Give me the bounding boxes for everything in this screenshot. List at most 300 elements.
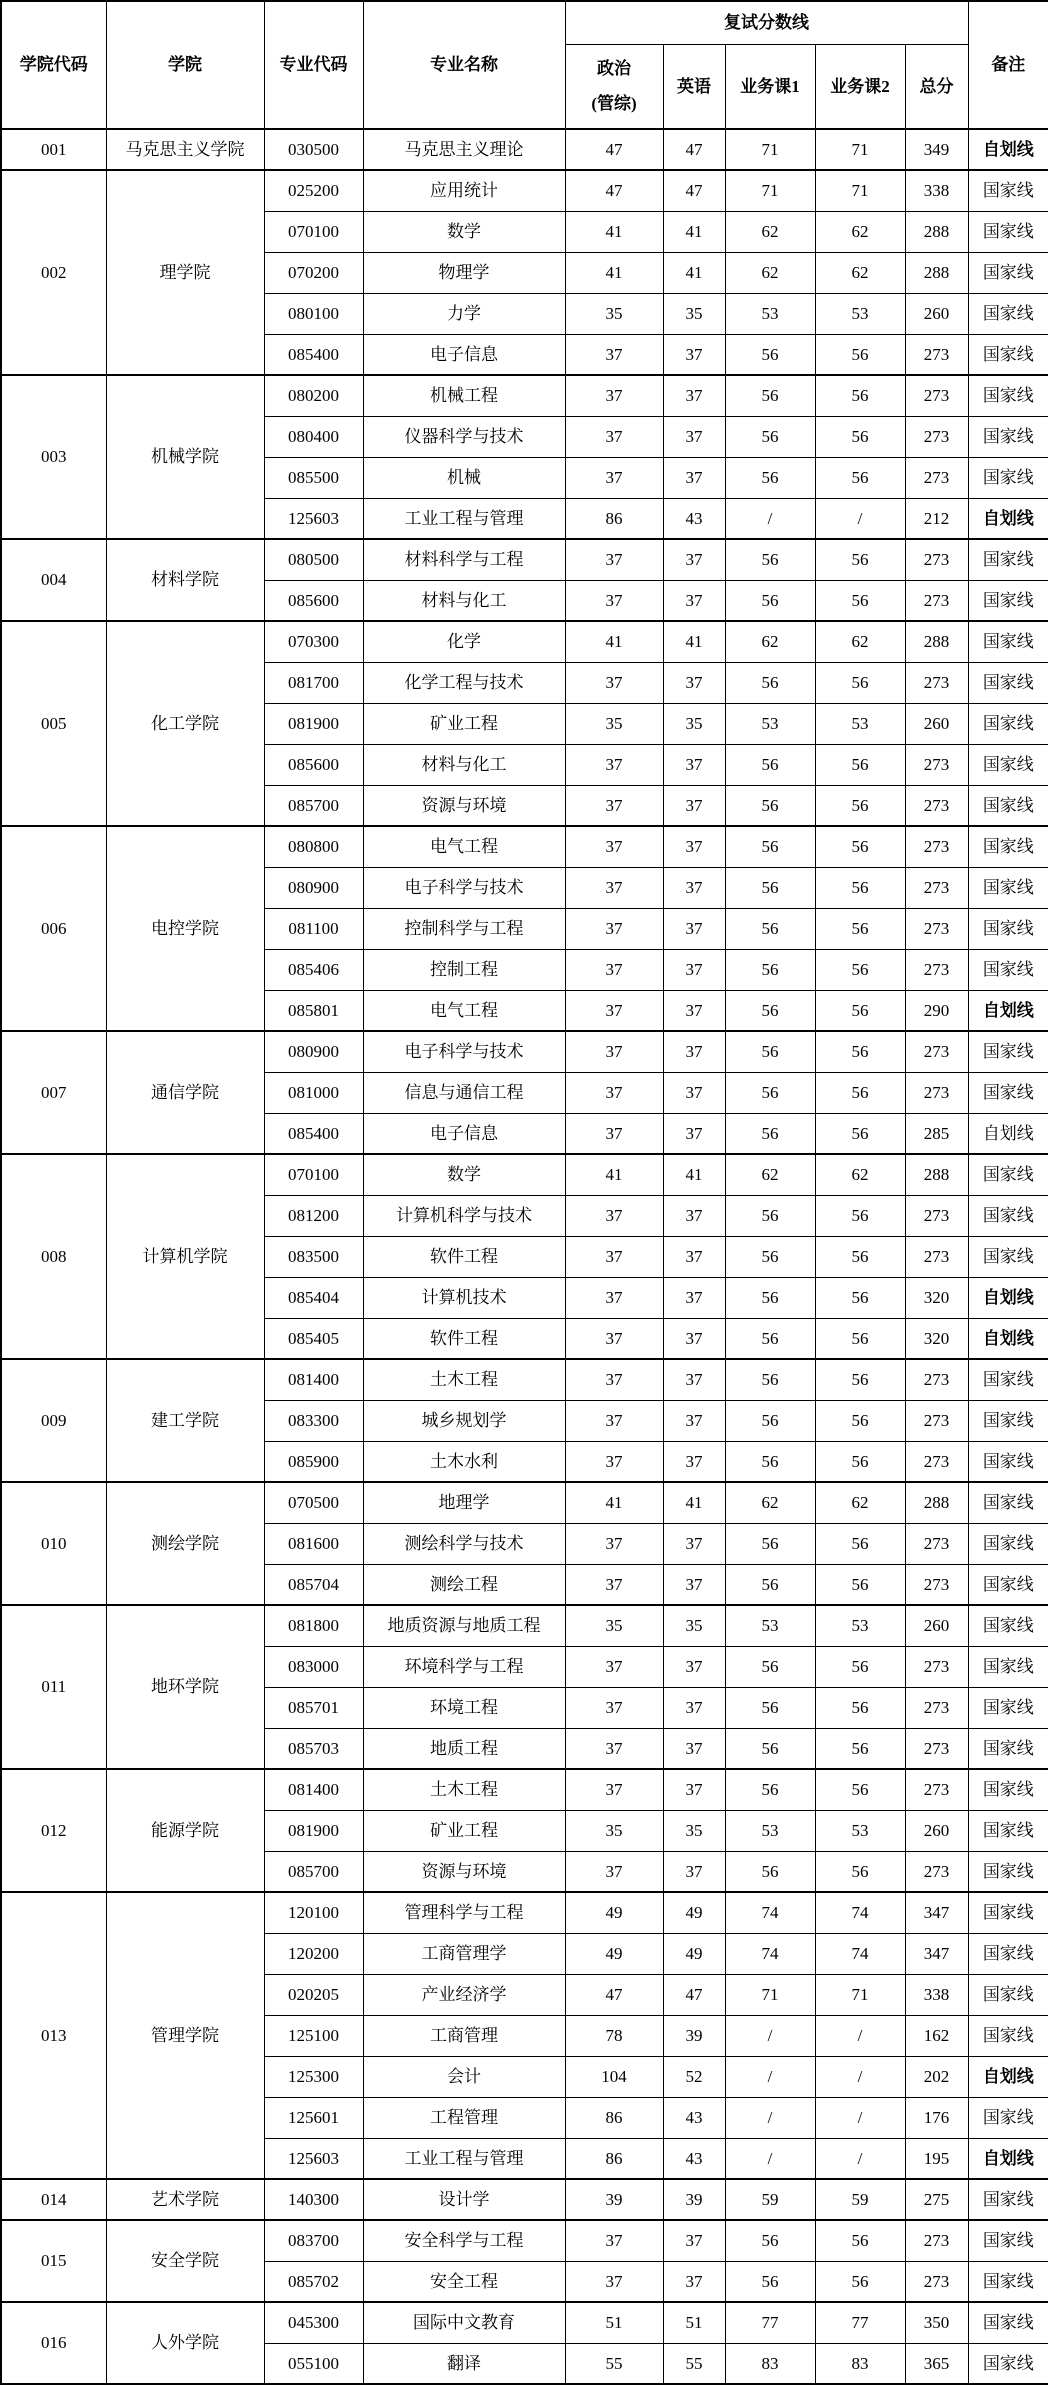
english-cell: 37	[663, 1277, 725, 1318]
total-cell: 320	[905, 1318, 968, 1359]
major-name-cell: 测绘科学与技术	[363, 1523, 565, 1564]
remark-cell: 国家线	[968, 662, 1048, 703]
remark-cell: 自划线	[968, 2056, 1048, 2097]
college-name-cell: 能源学院	[106, 1769, 264, 1892]
remark-cell: 国家线	[968, 1482, 1048, 1523]
major-name-cell: 产业经济学	[363, 1974, 565, 2015]
major-name-cell: 测绘工程	[363, 1564, 565, 1605]
major-name-cell: 机械工程	[363, 375, 565, 416]
college-name-cell: 化工学院	[106, 621, 264, 826]
course1-cell: 56	[725, 826, 815, 867]
major-code-cell: 085702	[264, 2261, 363, 2302]
major-name-cell: 土木工程	[363, 1359, 565, 1400]
remark-cell: 国家线	[968, 2015, 1048, 2056]
major-name-cell: 工商管理	[363, 2015, 565, 2056]
major-code-cell: 030500	[264, 129, 363, 170]
course2-cell: 56	[815, 867, 905, 908]
course1-cell: 56	[725, 2261, 815, 2302]
table-row	[1, 1605, 1048, 1646]
politics-cell: 37	[565, 867, 663, 908]
major-name-cell: 安全工程	[363, 2261, 565, 2302]
college-code-cell: 014	[1, 2179, 106, 2220]
table-row	[1, 1031, 1048, 1072]
remark-cell: 国家线	[968, 1728, 1048, 1769]
course2-cell: 56	[815, 785, 905, 826]
remark-cell: 国家线	[968, 293, 1048, 334]
header-total: 总分	[905, 44, 968, 129]
remark-cell: 国家线	[968, 2343, 1048, 2384]
course2-cell: 59	[815, 2179, 905, 2220]
course1-cell: 71	[725, 1974, 815, 2015]
major-code-cell: 125603	[264, 2138, 363, 2179]
major-name-cell: 数学	[363, 1154, 565, 1195]
major-name-cell: 矿业工程	[363, 703, 565, 744]
total-cell: 288	[905, 1154, 968, 1195]
table-row	[1, 1359, 1048, 1400]
course1-cell: 56	[725, 416, 815, 457]
major-name-cell: 地质资源与地质工程	[363, 1605, 565, 1646]
major-code-cell: 081000	[264, 1072, 363, 1113]
course1-cell: 56	[725, 1277, 815, 1318]
major-code-cell: 125100	[264, 2015, 363, 2056]
english-cell: 37	[663, 1359, 725, 1400]
politics-cell: 37	[565, 1400, 663, 1441]
english-cell: 35	[663, 703, 725, 744]
remark-cell: 国家线	[968, 334, 1048, 375]
course1-cell: 74	[725, 1933, 815, 1974]
major-code-cell: 081100	[264, 908, 363, 949]
remark-cell: 国家线	[968, 1523, 1048, 1564]
table-row	[1, 129, 1048, 170]
major-name-cell: 管理科学与工程	[363, 1892, 565, 1933]
remark-cell: 自划线	[968, 498, 1048, 539]
major-code-cell: 081900	[264, 703, 363, 744]
remark-cell: 国家线	[968, 908, 1048, 949]
course2-cell: 71	[815, 170, 905, 211]
total-cell: 273	[905, 1359, 968, 1400]
total-cell: 349	[905, 129, 968, 170]
major-code-cell: 080200	[264, 375, 363, 416]
remark-cell: 国家线	[968, 1974, 1048, 2015]
remark-cell: 自划线	[968, 1277, 1048, 1318]
course2-cell: 56	[815, 662, 905, 703]
table-row	[1, 826, 1048, 867]
major-code-cell: 083700	[264, 2220, 363, 2261]
major-code-cell: 081400	[264, 1769, 363, 1810]
english-cell: 37	[663, 1318, 725, 1359]
politics-cell: 37	[565, 908, 663, 949]
major-name-cell: 资源与环境	[363, 1851, 565, 1892]
total-cell: 347	[905, 1933, 968, 1974]
total-cell: 273	[905, 1441, 968, 1482]
politics-cell: 104	[565, 2056, 663, 2097]
course2-cell: 53	[815, 1810, 905, 1851]
course2-cell: 56	[815, 2261, 905, 2302]
total-cell: 273	[905, 375, 968, 416]
course1-cell: 62	[725, 1154, 815, 1195]
remark-cell: 国家线	[968, 1236, 1048, 1277]
politics-cell: 37	[565, 1646, 663, 1687]
college-code-cell: 001	[1, 129, 106, 170]
course1-cell: 74	[725, 1892, 815, 1933]
major-code-cell: 125603	[264, 498, 363, 539]
total-cell: 288	[905, 1482, 968, 1523]
major-name-cell: 控制科学与工程	[363, 908, 565, 949]
total-cell: 273	[905, 1564, 968, 1605]
english-cell: 37	[663, 2261, 725, 2302]
politics-cell: 37	[565, 1113, 663, 1154]
major-name-cell: 材料科学与工程	[363, 539, 565, 580]
english-cell: 43	[663, 2097, 725, 2138]
course2-cell: 71	[815, 1974, 905, 2015]
remark-cell: 国家线	[968, 211, 1048, 252]
total-cell: 273	[905, 1523, 968, 1564]
remark-cell: 国家线	[968, 375, 1048, 416]
college-name-cell: 人外学院	[106, 2302, 264, 2384]
english-cell: 41	[663, 1154, 725, 1195]
header-politics-line2: (管综)	[591, 94, 637, 114]
college-name-cell: 管理学院	[106, 1892, 264, 2179]
total-cell: 350	[905, 2302, 968, 2343]
college-code-cell: 002	[1, 170, 106, 375]
major-code-cell: 085703	[264, 1728, 363, 1769]
table-row	[1, 621, 1048, 662]
politics-cell: 37	[565, 1851, 663, 1892]
remark-cell: 国家线	[968, 539, 1048, 580]
total-cell: 273	[905, 1687, 968, 1728]
header-course2: 业务课2	[815, 44, 905, 129]
major-code-cell: 085900	[264, 1441, 363, 1482]
total-cell: 288	[905, 211, 968, 252]
course2-cell: 56	[815, 375, 905, 416]
total-cell: 260	[905, 293, 968, 334]
remark-cell: 国家线	[968, 744, 1048, 785]
total-cell: 288	[905, 252, 968, 293]
course1-cell: 56	[725, 1072, 815, 1113]
course1-cell: 56	[725, 334, 815, 375]
course2-cell: 56	[815, 334, 905, 375]
course1-cell: 62	[725, 252, 815, 293]
course1-cell: 62	[725, 211, 815, 252]
total-cell: 273	[905, 744, 968, 785]
remark-cell: 国家线	[968, 703, 1048, 744]
course2-cell: 56	[815, 1769, 905, 1810]
total-cell: 176	[905, 2097, 968, 2138]
course2-cell: 71	[815, 129, 905, 170]
major-name-cell: 应用统计	[363, 170, 565, 211]
major-code-cell: 085500	[264, 457, 363, 498]
english-cell: 43	[663, 498, 725, 539]
course2-cell: 56	[815, 826, 905, 867]
remark-cell: 国家线	[968, 949, 1048, 990]
english-cell: 37	[663, 1400, 725, 1441]
major-name-cell: 电子科学与技术	[363, 1031, 565, 1072]
major-name-cell: 城乡规划学	[363, 1400, 565, 1441]
course2-cell: 56	[815, 2220, 905, 2261]
english-cell: 37	[663, 416, 725, 457]
english-cell: 37	[663, 334, 725, 375]
politics-cell: 51	[565, 2302, 663, 2343]
remark-cell: 自划线	[968, 1318, 1048, 1359]
course1-cell: 71	[725, 129, 815, 170]
header-major-name: 专业名称	[363, 1, 565, 129]
total-cell: 273	[905, 580, 968, 621]
politics-cell: 37	[565, 2220, 663, 2261]
course2-cell: 56	[815, 1195, 905, 1236]
politics-cell: 37	[565, 2261, 663, 2302]
total-cell: 273	[905, 1400, 968, 1441]
course2-cell: 56	[815, 744, 905, 785]
politics-cell: 37	[565, 1769, 663, 1810]
major-name-cell: 软件工程	[363, 1318, 565, 1359]
course1-cell: 56	[725, 908, 815, 949]
major-name-cell: 材料与化工	[363, 744, 565, 785]
politics-cell: 49	[565, 1933, 663, 1974]
total-cell: 273	[905, 1646, 968, 1687]
course2-cell: 83	[815, 2343, 905, 2384]
remark-cell: 国家线	[968, 252, 1048, 293]
english-cell: 35	[663, 1810, 725, 1851]
politics-cell: 37	[565, 1277, 663, 1318]
course2-cell: 56	[815, 1318, 905, 1359]
politics-cell: 35	[565, 293, 663, 334]
english-cell: 37	[663, 1441, 725, 1482]
major-name-cell: 信息与通信工程	[363, 1072, 565, 1113]
english-cell: 37	[663, 1646, 725, 1687]
remark-cell: 国家线	[968, 2261, 1048, 2302]
total-cell: 338	[905, 170, 968, 211]
course1-cell: 56	[725, 1031, 815, 1072]
total-cell: 273	[905, 1031, 968, 1072]
major-name-cell: 控制工程	[363, 949, 565, 990]
politics-cell: 37	[565, 990, 663, 1031]
course1-cell: 56	[725, 1359, 815, 1400]
english-cell: 49	[663, 1892, 725, 1933]
course1-cell: 56	[725, 1236, 815, 1277]
table-row	[1, 1892, 1048, 1933]
major-code-cell: 081400	[264, 1359, 363, 1400]
english-cell: 37	[663, 949, 725, 990]
remark-cell: 国家线	[968, 580, 1048, 621]
remark-cell: 国家线	[968, 1195, 1048, 1236]
politics-cell: 37	[565, 785, 663, 826]
major-code-cell: 080900	[264, 1031, 363, 1072]
remark-cell: 国家线	[968, 1646, 1048, 1687]
major-code-cell: 070200	[264, 252, 363, 293]
english-cell: 37	[663, 1564, 725, 1605]
remark-cell: 国家线	[968, 1359, 1048, 1400]
major-code-cell: 055100	[264, 2343, 363, 2384]
remark-cell: 国家线	[968, 1154, 1048, 1195]
major-name-cell: 仪器科学与技术	[363, 416, 565, 457]
english-cell: 37	[663, 1113, 725, 1154]
remark-cell: 国家线	[968, 1605, 1048, 1646]
course1-cell: 56	[725, 990, 815, 1031]
major-name-cell: 电子信息	[363, 334, 565, 375]
table-row	[1, 1154, 1048, 1195]
header-college-code: 学院代码	[1, 1, 106, 129]
college-code-cell: 016	[1, 2302, 106, 2384]
major-code-cell: 083300	[264, 1400, 363, 1441]
english-cell: 41	[663, 621, 725, 662]
course2-cell: 56	[815, 1031, 905, 1072]
politics-cell: 37	[565, 1687, 663, 1728]
english-cell: 37	[663, 1769, 725, 1810]
major-name-cell: 电气工程	[363, 990, 565, 1031]
politics-cell: 47	[565, 1974, 663, 2015]
major-code-cell: 083500	[264, 1236, 363, 1277]
course2-cell: 56	[815, 1441, 905, 1482]
major-code-cell: 120200	[264, 1933, 363, 1974]
major-code-cell: 085700	[264, 785, 363, 826]
course1-cell: 56	[725, 1564, 815, 1605]
course2-cell: 74	[815, 1933, 905, 1974]
english-cell: 41	[663, 252, 725, 293]
remark-cell: 国家线	[968, 1933, 1048, 1974]
table-row	[1, 170, 1048, 211]
english-cell: 37	[663, 1851, 725, 1892]
major-code-cell: 140300	[264, 2179, 363, 2220]
total-cell: 273	[905, 867, 968, 908]
major-code-cell: 070100	[264, 211, 363, 252]
total-cell: 273	[905, 457, 968, 498]
college-name-cell: 马克思主义学院	[106, 129, 264, 170]
total-cell: 162	[905, 2015, 968, 2056]
course2-cell: /	[815, 2097, 905, 2138]
major-code-cell: 081900	[264, 1810, 363, 1851]
remark-cell: 国家线	[968, 1441, 1048, 1482]
course2-cell: /	[815, 2056, 905, 2097]
politics-cell: 41	[565, 621, 663, 662]
major-code-cell: 080100	[264, 293, 363, 334]
major-name-cell: 力学	[363, 293, 565, 334]
remark-cell: 国家线	[968, 1564, 1048, 1605]
remark-cell: 国家线	[968, 2220, 1048, 2261]
remark-cell: 国家线	[968, 867, 1048, 908]
english-cell: 55	[663, 2343, 725, 2384]
course1-cell: 77	[725, 2302, 815, 2343]
total-cell: 275	[905, 2179, 968, 2220]
course2-cell: 62	[815, 621, 905, 662]
english-cell: 37	[663, 1687, 725, 1728]
politics-cell: 37	[565, 1564, 663, 1605]
college-code-cell: 003	[1, 375, 106, 539]
total-cell: 273	[905, 908, 968, 949]
major-code-cell: 085701	[264, 1687, 363, 1728]
college-name-cell: 安全学院	[106, 2220, 264, 2302]
remark-cell: 国家线	[968, 1892, 1048, 1933]
course1-cell: 56	[725, 949, 815, 990]
course1-cell: 56	[725, 539, 815, 580]
remark-cell: 自划线	[968, 990, 1048, 1031]
major-code-cell: 020205	[264, 1974, 363, 2015]
course2-cell: 62	[815, 252, 905, 293]
course1-cell: /	[725, 2138, 815, 2179]
politics-cell: 78	[565, 2015, 663, 2056]
course2-cell: 56	[815, 539, 905, 580]
course2-cell: 74	[815, 1892, 905, 1933]
remark-cell: 国家线	[968, 2179, 1048, 2220]
politics-cell: 41	[565, 252, 663, 293]
course2-cell: 56	[815, 1236, 905, 1277]
course2-cell: 56	[815, 1687, 905, 1728]
total-cell: 273	[905, 416, 968, 457]
politics-cell: 86	[565, 2138, 663, 2179]
course1-cell: 56	[725, 375, 815, 416]
major-code-cell: 081200	[264, 1195, 363, 1236]
major-code-cell: 085405	[264, 1318, 363, 1359]
english-cell: 37	[663, 457, 725, 498]
total-cell: 273	[905, 539, 968, 580]
total-cell: 273	[905, 785, 968, 826]
course2-cell: 56	[815, 1072, 905, 1113]
remark-cell: 国家线	[968, 785, 1048, 826]
politics-cell: 37	[565, 1072, 663, 1113]
college-code-cell: 010	[1, 1482, 106, 1605]
major-name-cell: 马克思主义理论	[363, 129, 565, 170]
total-cell: 195	[905, 2138, 968, 2179]
course2-cell: 56	[815, 1277, 905, 1318]
course2-cell: 56	[815, 1564, 905, 1605]
major-name-cell: 资源与环境	[363, 785, 565, 826]
major-name-cell: 计算机技术	[363, 1277, 565, 1318]
table-row	[1, 1769, 1048, 1810]
course1-cell: 56	[725, 1195, 815, 1236]
english-cell: 43	[663, 2138, 725, 2179]
course2-cell: 56	[815, 1359, 905, 1400]
politics-cell: 37	[565, 1236, 663, 1277]
course1-cell: 53	[725, 293, 815, 334]
remark-cell: 国家线	[968, 1687, 1048, 1728]
politics-cell: 37	[565, 580, 663, 621]
english-cell: 37	[663, 867, 725, 908]
english-cell: 37	[663, 1031, 725, 1072]
total-cell: 212	[905, 498, 968, 539]
major-name-cell: 会计	[363, 2056, 565, 2097]
course1-cell: /	[725, 2056, 815, 2097]
major-code-cell: 025200	[264, 170, 363, 211]
total-cell: 260	[905, 703, 968, 744]
politics-cell: 35	[565, 703, 663, 744]
remark-cell: 国家线	[968, 416, 1048, 457]
college-name-cell: 材料学院	[106, 539, 264, 621]
major-code-cell: 085400	[264, 1113, 363, 1154]
major-code-cell: 120100	[264, 1892, 363, 1933]
remark-cell: 国家线	[968, 1031, 1048, 1072]
college-name-cell: 理学院	[106, 170, 264, 375]
english-cell: 41	[663, 1482, 725, 1523]
politics-cell: 41	[565, 211, 663, 252]
course1-cell: 56	[725, 1728, 815, 1769]
major-code-cell: 085700	[264, 1851, 363, 1892]
major-name-cell: 工业工程与管理	[363, 2138, 565, 2179]
major-code-cell: 083000	[264, 1646, 363, 1687]
college-name-cell: 机械学院	[106, 375, 264, 539]
politics-cell: 37	[565, 457, 663, 498]
table-header	[1, 1, 1048, 129]
table-row	[1, 1482, 1048, 1523]
course1-cell: 56	[725, 1441, 815, 1482]
college-code-cell: 004	[1, 539, 106, 621]
course2-cell: 62	[815, 211, 905, 252]
major-name-cell: 工业工程与管理	[363, 498, 565, 539]
total-cell: 273	[905, 949, 968, 990]
politics-cell: 37	[565, 1031, 663, 1072]
college-name-cell: 通信学院	[106, 1031, 264, 1154]
college-name-cell: 艺术学院	[106, 2179, 264, 2220]
course2-cell: /	[815, 2015, 905, 2056]
total-cell: 285	[905, 1113, 968, 1154]
